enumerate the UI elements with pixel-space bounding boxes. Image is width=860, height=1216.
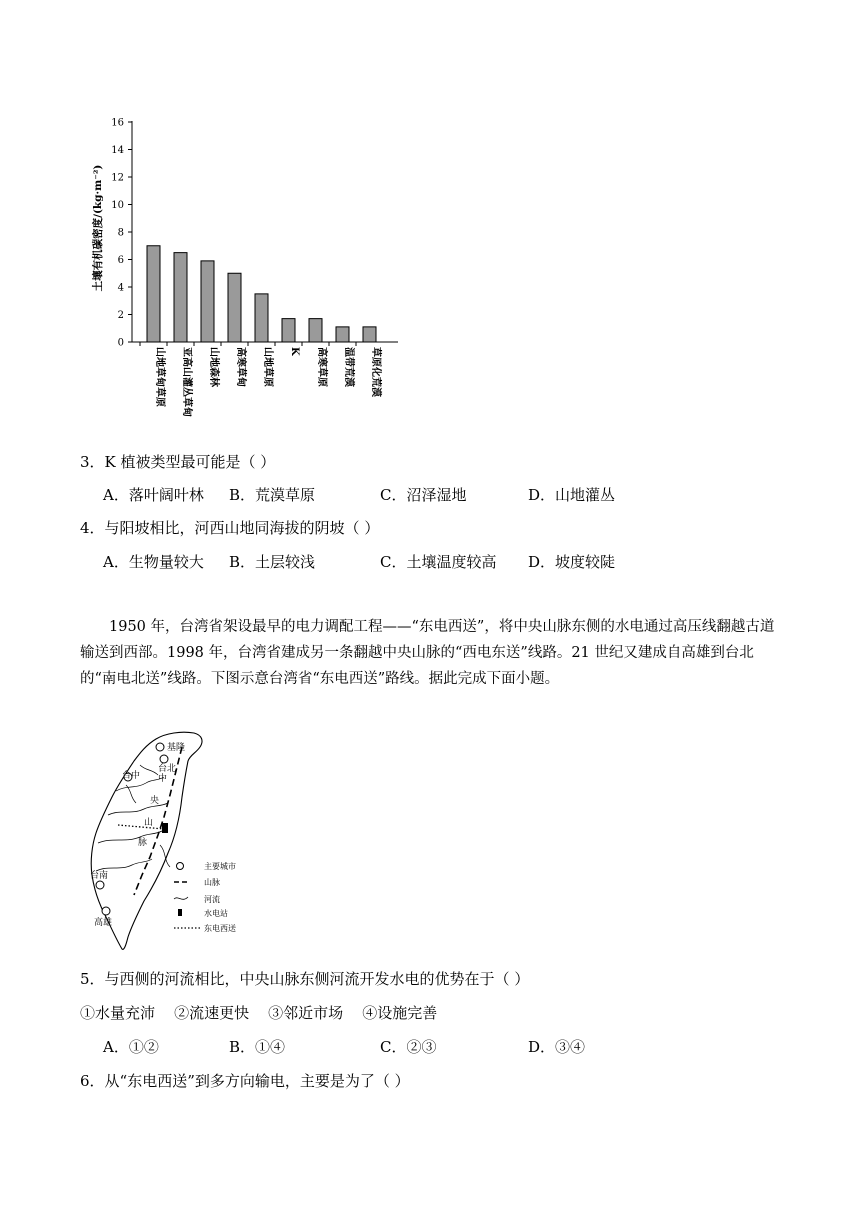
legend-label-route: 东电西送 xyxy=(204,924,236,933)
question-3-stem: 3．K 植被类型最可能是（ ） xyxy=(80,453,276,471)
x-category-label: 山地草原 xyxy=(262,347,273,387)
x-category-label: 高寒草原 xyxy=(316,347,327,387)
bar xyxy=(147,246,160,342)
question-5-stem: 5．与西侧的河流相比，中央山脉东侧河流开发水电的优势在于（ ） xyxy=(80,970,530,988)
city-label-tainan: 台南 xyxy=(90,871,109,881)
mountain-char: 中 xyxy=(158,774,168,784)
legend-label-river: 河流 xyxy=(204,895,220,904)
bar xyxy=(309,319,322,342)
city-label-taipei: 台北 xyxy=(158,764,177,774)
mountain-char: 山 xyxy=(144,818,154,828)
legend-label-city: 主要城市 xyxy=(204,862,236,871)
city-marker-keelung xyxy=(156,743,164,751)
x-category-label: 温带荒漠 xyxy=(343,347,354,387)
q4-option-a[interactable]: A．生物量较大 xyxy=(103,553,204,571)
q4-option-b[interactable]: B．土层较浅 xyxy=(229,553,316,571)
city-marker-tainan xyxy=(96,881,104,889)
river-line xyxy=(96,859,152,871)
q4-option-d[interactable]: D．坡度较陡 xyxy=(528,553,616,571)
question-6-stem: 6．从“东电西送”到多方向输电，主要是为了（ ） xyxy=(80,1072,410,1090)
city-marker-taipei xyxy=(160,755,168,763)
x-category-label: K xyxy=(289,347,300,356)
river-line xyxy=(98,831,162,843)
chart-y-axis-label: 土壤有机碳密度/(kg·m⁻²) xyxy=(92,164,104,292)
legend-label-hydropower: 水电站 xyxy=(204,909,228,918)
q3-option-d[interactable]: D．山地灌丛 xyxy=(528,486,616,504)
bar xyxy=(174,253,187,342)
q3-option-c[interactable]: C．沼泽湿地 xyxy=(380,486,467,504)
legend-hydropower-icon xyxy=(178,909,182,916)
city-marker-kaohsiung xyxy=(102,907,110,915)
q3-option-a[interactable]: A．落叶阔叶林 xyxy=(103,486,204,504)
bar xyxy=(255,294,268,342)
bar xyxy=(282,319,295,342)
question-5-items: ①水量充沛 ②流速更快 ③邻近市场 ④设施完善 xyxy=(80,1004,438,1022)
legend-city-icon xyxy=(177,863,184,870)
q5-option-d[interactable]: D．③④ xyxy=(528,1038,586,1056)
x-category-label: 山地草甸草原 xyxy=(154,347,165,407)
river-line xyxy=(160,845,170,867)
x-category-label: 高寒草甸 xyxy=(235,347,246,387)
city-label-taichung: 台中 xyxy=(122,771,141,781)
q5-option-a[interactable]: A．①② xyxy=(103,1038,159,1056)
q5-option-b[interactable]: B．①④ xyxy=(229,1038,286,1056)
q4-option-c[interactable]: C．土壤温度较高 xyxy=(380,553,497,571)
y-tick-label: 16 xyxy=(111,117,124,129)
bar xyxy=(336,327,349,342)
map-legend xyxy=(174,861,236,933)
soil-carbon-bar-chart xyxy=(80,108,420,418)
y-tick-label: 10 xyxy=(111,200,124,211)
q3-option-b[interactable]: B．荒漠草原 xyxy=(229,486,316,504)
bar xyxy=(363,327,376,342)
y-tick-label: 6 xyxy=(117,255,124,266)
mountain-char: 央 xyxy=(150,796,160,806)
city-label-kaohsiung: 高雄 xyxy=(94,918,113,928)
question-4-stem: 4．与阳坡相比，河西山地同海拔的阴坡（ ） xyxy=(80,519,380,537)
passage-text: 1950 年，台湾省架设最早的电力调配工程——“东电西送”，将中央山脉东侧的水电通过高压线翻越古道输送到西部。1998 年，台湾省建成另一条翻越中央山脉的“西电东送”线路。21 世纪又建成自高雄到台北的“南电北送”线路。下图示意台湾省“东电西送”路线。据此完成下面小题。 xyxy=(80,619,775,687)
legend-label-mountain: 山脉 xyxy=(204,878,220,887)
river-line xyxy=(140,765,158,775)
east-west-route-line xyxy=(118,825,164,829)
y-tick-label: 0 xyxy=(117,337,124,349)
x-category-label: 山地森林 xyxy=(208,347,219,387)
x-category-label: 亚高山灌丛草甸 xyxy=(181,347,192,417)
hydropower-station-icon xyxy=(162,823,168,833)
y-tick-label: 4 xyxy=(117,282,124,294)
y-tick-label: 12 xyxy=(111,172,124,184)
y-tick-label: 2 xyxy=(117,310,124,321)
mountain-char: 脉 xyxy=(138,838,148,848)
taiwan-power-route-map xyxy=(86,725,266,955)
city-label-keelung: 基隆 xyxy=(167,743,186,753)
y-tick-label: 8 xyxy=(117,227,124,239)
y-tick-label: 14 xyxy=(111,145,124,156)
bar xyxy=(201,261,214,342)
legend-river-icon xyxy=(174,897,188,899)
x-category-label: 草原化荒漠 xyxy=(370,347,381,397)
bar xyxy=(228,273,241,342)
q5-option-c[interactable]: C．②③ xyxy=(380,1038,437,1056)
